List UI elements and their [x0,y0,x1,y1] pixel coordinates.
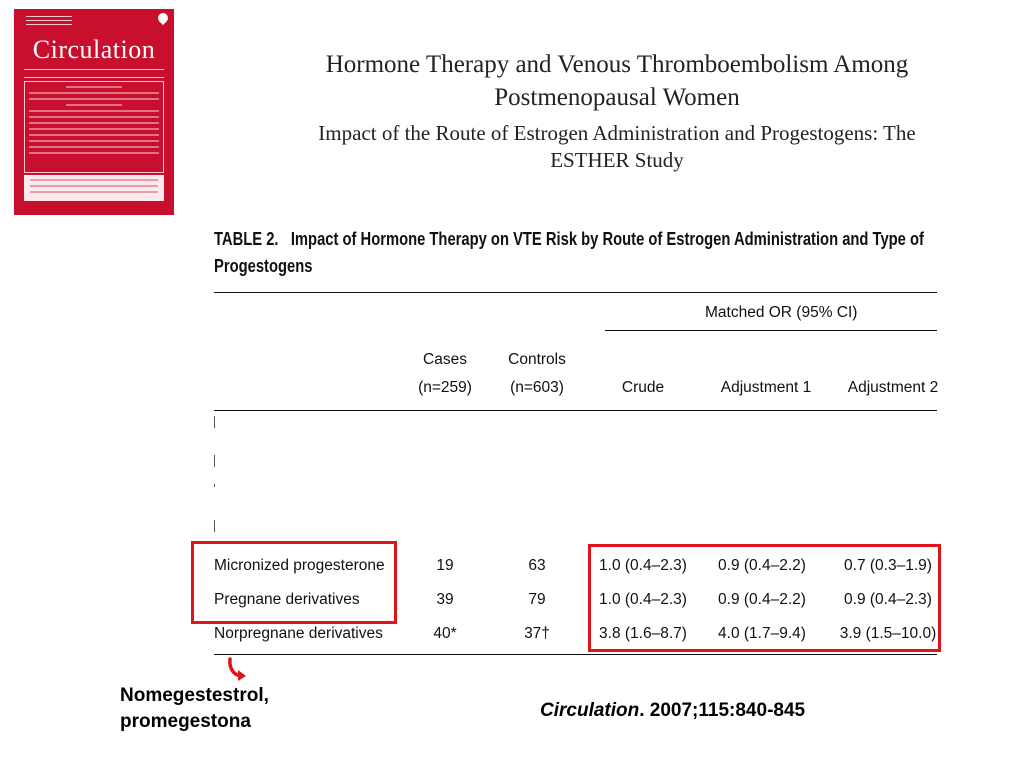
row-adjustment-2: 0.7 (0.3–1.9) [844,557,932,574]
cropped-row-marker [214,416,215,428]
annotation-line-1: Nomegestestrol, [120,685,269,706]
cover-subtitle-band [24,69,164,78]
row-controls: 63 [528,557,546,574]
group-header-rule [605,330,937,331]
cover-journal-name: Circulation [32,35,156,64]
citation-journal: Circulation [540,700,640,721]
table-caption-text: Impact of Hormone Therapy on VTE Risk by Route of Estrogen Administration and Type of Progestogens [214,229,924,276]
cropped-row-marker [214,484,215,487]
row-crude: 3.8 (1.6–8.7) [599,625,687,642]
journal-cover-image [14,9,174,215]
row-crude: 1.0 (0.4–2.3) [599,591,687,608]
citation [540,700,805,722]
cropped-row-marker [214,520,215,532]
row-controls: 37† [524,625,550,642]
paper-subtitle: Impact of the Route of Estrogen Administration and Progestogens: The ESTHER Study [318,121,916,172]
highlight-box-progestogen-names [191,541,397,624]
col-header-crude: Crude [621,379,665,396]
table-label: TABLE 2. [214,229,279,249]
citation-details: . 2007;115:840-845 [639,700,806,721]
row-label: Pregnane derivatives [214,591,360,608]
row-adjustment-2: 3.9 (1.5–10.0) [839,625,937,642]
highlight-box-odds-ratios [588,544,941,652]
col-header-cases-n: (n=259) [418,379,472,396]
row-adjustment-1: 4.0 (1.7–9.4) [718,625,806,642]
cropped-row-marker [214,455,215,467]
col-header-cases: Cases [423,351,467,368]
progestogen-annotation [120,683,269,735]
row-crude: 1.0 (0.4–2.3) [599,557,687,574]
row-cases: 40* [433,625,457,642]
col-header-adjustment-2: Adjustment 2 [847,379,939,396]
cover-bottom-box [24,175,164,201]
cover-table-of-contents [24,81,164,173]
row-label: Micronized progesterone [214,557,385,574]
col-header-controls-n: (n=603) [510,379,564,396]
row-label: Norpregnane derivatives [214,625,383,642]
curved-arrow-icon [226,657,248,683]
annotation-line-2: promegestona [120,711,251,732]
col-header-controls: Controls [508,351,566,368]
group-header: Matched OR (95% CI) [705,304,858,321]
col-header-adjustment-1: Adjustment 1 [720,379,812,396]
row-adjustment-1: 0.9 (0.4–2.2) [718,557,806,574]
paper-title: Hormone Therapy and Venous Thromboembolism Among Postmenopausal Women [325,51,909,111]
row-adjustment-2: 0.9 (0.4–2.3) [844,591,932,608]
row-cases: 39 [436,591,454,608]
table-bottom-rule [214,654,937,655]
table-top-rule [214,292,937,293]
table-caption [214,226,944,280]
row-cases: 19 [436,557,454,574]
row-adjustment-1: 0.9 (0.4–2.2) [718,591,806,608]
aha-heart-logo-icon [156,11,170,25]
header-bottom-rule [214,410,937,411]
cover-header-lines [26,16,72,28]
row-controls: 79 [528,591,546,608]
